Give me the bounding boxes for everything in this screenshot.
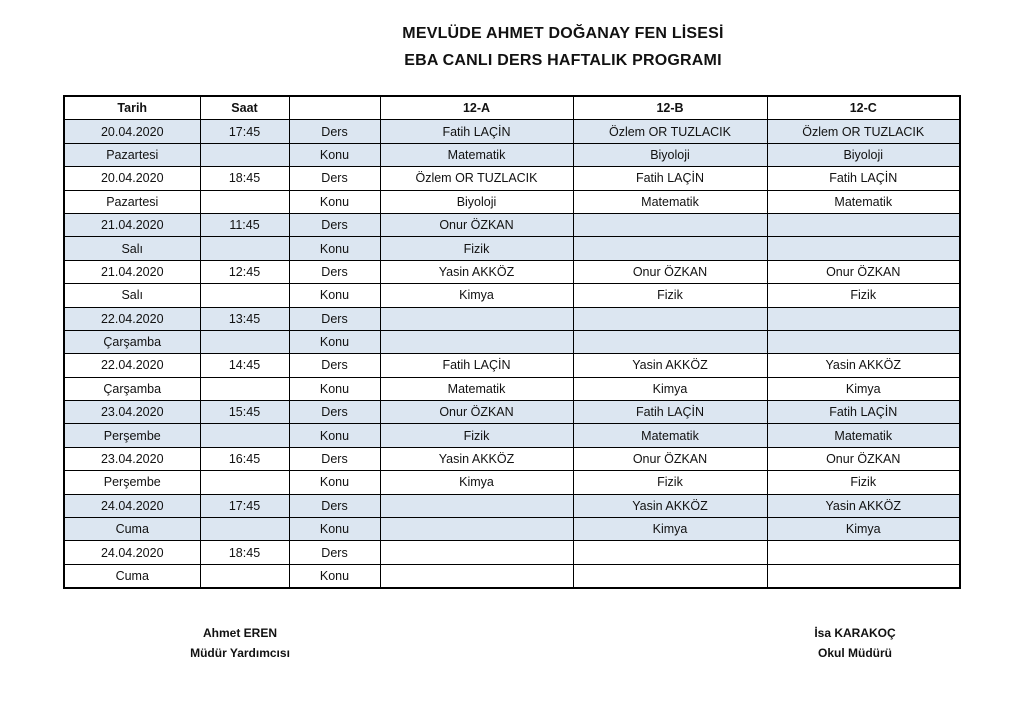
cell-12a: Özlem OR TUZLACIK bbox=[380, 167, 573, 190]
schedule-table bbox=[63, 95, 961, 589]
cell-12c bbox=[767, 237, 960, 260]
cell-12b: Özlem OR TUZLACIK bbox=[573, 120, 767, 143]
cell-12b bbox=[573, 564, 767, 588]
cell-time bbox=[200, 284, 289, 307]
header-row bbox=[64, 96, 960, 120]
header-12b: 12-B bbox=[573, 96, 767, 120]
cell-12b: Kimya bbox=[573, 377, 767, 400]
table-row bbox=[64, 424, 960, 447]
cell-12c: Yasin AKKÖZ bbox=[767, 354, 960, 377]
document-subtitle: EBA CANLI DERS HAFTALIK PROGRAMI bbox=[404, 52, 722, 69]
cell-date: 20.04.2020 bbox=[64, 120, 200, 143]
cell-time: 18:45 bbox=[200, 541, 289, 564]
signature-left-role: Müdür Yardımcısı bbox=[190, 646, 290, 660]
cell-date: Perşembe bbox=[64, 424, 200, 447]
cell-12a: Biyoloji bbox=[380, 190, 573, 213]
cell-time bbox=[200, 424, 289, 447]
cell-time bbox=[200, 518, 289, 541]
cell-12a: Yasin AKKÖZ bbox=[380, 260, 573, 283]
cell-12b: Fizik bbox=[573, 284, 767, 307]
cell-12c bbox=[767, 213, 960, 236]
cell-12c: Fizik bbox=[767, 471, 960, 494]
cell-12c: Fizik bbox=[767, 284, 960, 307]
table-row bbox=[64, 564, 960, 588]
cell-type: Ders bbox=[289, 307, 380, 330]
cell-12a: Fatih LAÇİN bbox=[380, 354, 573, 377]
cell-date: 21.04.2020 bbox=[64, 260, 200, 283]
table-row bbox=[64, 237, 960, 260]
table-row bbox=[64, 471, 960, 494]
table-row bbox=[64, 494, 960, 517]
table-row bbox=[64, 354, 960, 377]
cell-12a bbox=[380, 494, 573, 517]
cell-12c: Kimya bbox=[767, 518, 960, 541]
cell-type: Ders bbox=[289, 167, 380, 190]
cell-12b: Fatih LAÇİN bbox=[573, 401, 767, 424]
cell-time: 16:45 bbox=[200, 447, 289, 470]
cell-type: Ders bbox=[289, 447, 380, 470]
cell-12b: Onur ÖZKAN bbox=[573, 260, 767, 283]
cell-type: Ders bbox=[289, 213, 380, 236]
cell-time: 13:45 bbox=[200, 307, 289, 330]
cell-date: 24.04.2020 bbox=[64, 541, 200, 564]
cell-type: Konu bbox=[289, 518, 380, 541]
cell-date: 23.04.2020 bbox=[64, 401, 200, 424]
cell-date: Perşembe bbox=[64, 471, 200, 494]
cell-date: Pazartesi bbox=[64, 190, 200, 213]
cell-date: Cuma bbox=[64, 564, 200, 588]
cell-12c bbox=[767, 541, 960, 564]
signature-left-name: Ahmet EREN bbox=[202, 626, 277, 640]
cell-12a: Fatih LAÇİN bbox=[380, 120, 573, 143]
cell-12c bbox=[767, 330, 960, 353]
cell-time: 17:45 bbox=[200, 120, 289, 143]
cell-12b: Matematik bbox=[573, 190, 767, 213]
cell-12a: Kimya bbox=[380, 284, 573, 307]
cell-12c: Fatih LAÇİN bbox=[767, 167, 960, 190]
cell-date: Salı bbox=[64, 237, 200, 260]
cell-type: Ders bbox=[289, 354, 380, 377]
cell-time bbox=[200, 471, 289, 494]
cell-type: Konu bbox=[289, 564, 380, 588]
cell-date: Çarşamba bbox=[64, 377, 200, 400]
cell-date: Salı bbox=[64, 284, 200, 307]
cell-12b: Kimya bbox=[573, 518, 767, 541]
cell-date: 22.04.2020 bbox=[64, 307, 200, 330]
cell-time: 18:45 bbox=[200, 167, 289, 190]
header-saat: Saat bbox=[200, 96, 289, 120]
table-row bbox=[64, 447, 960, 470]
header-12c: 12-C bbox=[767, 96, 960, 120]
cell-12a bbox=[380, 518, 573, 541]
table-row bbox=[64, 330, 960, 353]
cell-type: Ders bbox=[289, 120, 380, 143]
table-row bbox=[64, 143, 960, 166]
cell-12a: Onur ÖZKAN bbox=[380, 401, 573, 424]
cell-12b: Yasin AKKÖZ bbox=[573, 494, 767, 517]
cell-time bbox=[200, 190, 289, 213]
cell-12b bbox=[573, 330, 767, 353]
cell-date: Cuma bbox=[64, 518, 200, 541]
table-row bbox=[64, 120, 960, 143]
table-row bbox=[64, 260, 960, 283]
cell-12a: Onur ÖZKAN bbox=[380, 213, 573, 236]
cell-12b: Matematik bbox=[573, 424, 767, 447]
cell-12b bbox=[573, 307, 767, 330]
cell-type: Konu bbox=[289, 284, 380, 307]
cell-12c: Onur ÖZKAN bbox=[767, 447, 960, 470]
cell-12b bbox=[573, 213, 767, 236]
cell-date: 23.04.2020 bbox=[64, 447, 200, 470]
cell-12a: Matematik bbox=[380, 143, 573, 166]
cell-type: Ders bbox=[289, 541, 380, 564]
header-12a: 12-A bbox=[380, 96, 573, 120]
cell-date: 22.04.2020 bbox=[64, 354, 200, 377]
cell-time bbox=[200, 237, 289, 260]
cell-date: 24.04.2020 bbox=[64, 494, 200, 517]
cell-type: Konu bbox=[289, 424, 380, 447]
cell-12b bbox=[573, 237, 767, 260]
cell-12c: Onur ÖZKAN bbox=[767, 260, 960, 283]
cell-time: 11:45 bbox=[200, 213, 289, 236]
table-row bbox=[64, 541, 960, 564]
cell-12b: Biyoloji bbox=[573, 143, 767, 166]
cell-time bbox=[200, 143, 289, 166]
cell-type: Ders bbox=[289, 260, 380, 283]
header-type bbox=[289, 96, 380, 120]
signature-left bbox=[170, 623, 310, 663]
cell-type: Konu bbox=[289, 471, 380, 494]
cell-12a bbox=[380, 307, 573, 330]
cell-12c: Özlem OR TUZLACIK bbox=[767, 120, 960, 143]
cell-12c: Yasin AKKÖZ bbox=[767, 494, 960, 517]
document-title: MEVLÜDE AHMET DOĞANAY FEN LİSESİ bbox=[402, 25, 724, 42]
cell-12a: Fizik bbox=[380, 424, 573, 447]
cell-12b: Fizik bbox=[573, 471, 767, 494]
table-row bbox=[64, 167, 960, 190]
table-row bbox=[64, 518, 960, 541]
cell-12b: Fatih LAÇİN bbox=[573, 167, 767, 190]
cell-time: 15:45 bbox=[200, 401, 289, 424]
cell-12a bbox=[380, 564, 573, 588]
cell-12c: Kimya bbox=[767, 377, 960, 400]
cell-type: Ders bbox=[289, 401, 380, 424]
cell-type: Konu bbox=[289, 190, 380, 213]
cell-12c bbox=[767, 307, 960, 330]
cell-type: Konu bbox=[289, 143, 380, 166]
cell-time bbox=[200, 377, 289, 400]
cell-12a bbox=[380, 330, 573, 353]
cell-time: 17:45 bbox=[200, 494, 289, 517]
signature-right-name: İsa KARAKOÇ bbox=[814, 626, 896, 640]
cell-12c bbox=[767, 564, 960, 588]
cell-12a: Yasin AKKÖZ bbox=[380, 447, 573, 470]
cell-type: Konu bbox=[289, 330, 380, 353]
cell-12a bbox=[380, 541, 573, 564]
cell-date: Pazartesi bbox=[64, 143, 200, 166]
signature-right bbox=[790, 623, 920, 663]
cell-time: 14:45 bbox=[200, 354, 289, 377]
cell-12c: Matematik bbox=[767, 190, 960, 213]
table-row bbox=[64, 307, 960, 330]
cell-12b: Yasin AKKÖZ bbox=[573, 354, 767, 377]
table-row bbox=[64, 284, 960, 307]
cell-12b bbox=[573, 541, 767, 564]
cell-12c: Fatih LAÇİN bbox=[767, 401, 960, 424]
table-row bbox=[64, 377, 960, 400]
header-tarih: Tarih bbox=[64, 96, 200, 120]
table-row bbox=[64, 190, 960, 213]
cell-type: Ders bbox=[289, 494, 380, 517]
cell-date: 21.04.2020 bbox=[64, 213, 200, 236]
cell-type: Konu bbox=[289, 377, 380, 400]
cell-12c: Matematik bbox=[767, 424, 960, 447]
cell-date: 20.04.2020 bbox=[64, 167, 200, 190]
signature-right-role: Okul Müdürü bbox=[818, 646, 892, 660]
cell-12a: Fizik bbox=[380, 237, 573, 260]
cell-12c: Biyoloji bbox=[767, 143, 960, 166]
cell-12b: Onur ÖZKAN bbox=[573, 447, 767, 470]
cell-type: Konu bbox=[289, 237, 380, 260]
cell-time bbox=[200, 564, 289, 588]
table-row bbox=[64, 401, 960, 424]
cell-date: Çarşamba bbox=[64, 330, 200, 353]
table-row bbox=[64, 213, 960, 236]
cell-12a: Matematik bbox=[380, 377, 573, 400]
cell-time bbox=[200, 330, 289, 353]
cell-12a: Kimya bbox=[380, 471, 573, 494]
cell-time: 12:45 bbox=[200, 260, 289, 283]
